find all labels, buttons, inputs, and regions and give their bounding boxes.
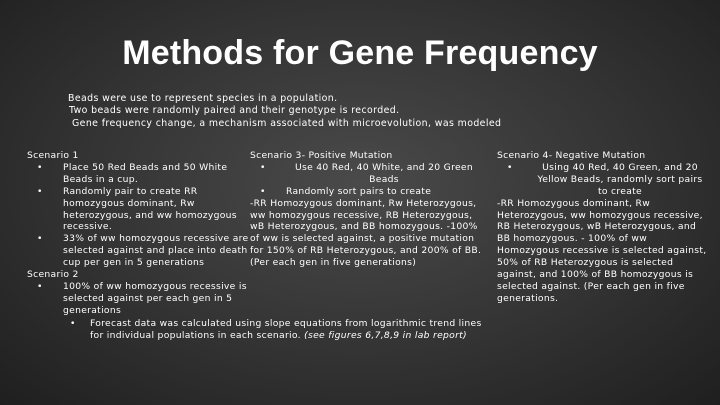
intro-line: Beads were use to represent species in a population. [68,93,338,104]
scenario-1-bullet: • Place 50 Red Beads and 50 White Beads in a cup. [27,162,249,186]
scenario-3-text: -RR Homozygous dominant, Rw Heterozygous, ww homozygous recessive, RB Heterozygous, wB Heterozygous, and BB homozygous. -100% of ww is selected against, a positive mutation for 150% of RB Heterozygous, and 200% of BB. (Per each gen in five generations) [250,197,482,269]
scenario-1-heading: Scenario 1 [27,150,79,161]
scenario-1-2-column [27,150,249,317]
scenario-1-bullet: • Randomly pair to create RR homozygous dominant, Rw heterozygous, and ww homozygous recessive. [27,186,249,234]
slide-title: Methods for Gene Frequency [122,34,598,72]
intro-text [68,93,548,130]
forecast-bullet [70,318,490,342]
scenario-4-bullet: • Using 40 Red, 40 Green, and 20 Yellow Beads, randomly sort pairs to create [497,162,707,198]
scenario-2-heading: Scenario 2 [27,269,79,281]
intro-line: Gene frequency change, a mechanism associated with microevolution, was modeled [72,117,502,129]
scenario-3-bullet: • Randomly sort pairs to create [250,186,482,198]
forecast-note [70,318,490,342]
scenario-2-list [27,281,249,317]
scenario-3-bullet: • Use 40 Red, 40 White, and 20 Green Beads [250,162,482,186]
scenario-1-list [27,162,249,269]
forecast-list [70,318,490,342]
scenario-4-list [497,162,707,198]
scenario-4-text: -RR Homozygous dominant, Rw Heterozygous, ww homozygous recessive, RB Heterozygous, wB Heterozygous, and BB homozygous. - 100% of ww Homozygous recessive is selected against, 50% of RB Heterozygous is selected against, and 100% of BB homozygous is selected against. (Per each gen in five generations. [497,197,707,304]
scenario-4-heading: Scenario 4- Negative Mutation [497,150,646,161]
forecast-reference: (see figures 6,7,8,9 in lab report) [304,329,467,341]
intro-line: Two beads were randomly paired and their genotype is recorded. [69,105,400,117]
scenario-3-heading: Scenario 3- Positive Mutation [250,150,393,161]
forecast-text: Forecast data was calculated using slope equations from logarithmic trend lines for individual populations in each scenario. [90,318,482,341]
scenario-3-column [250,150,482,269]
scenario-4-column [497,150,707,305]
scenario-3-list [250,162,482,198]
scenario-1-bullet: • 33% of ww homozygous recessive are selected against and place into death cup per gen in 5 generations [27,233,249,269]
scenario-2-bullet: • 100% of ww homozygous recessive is selected against per each gen in 5 generations [27,281,249,317]
